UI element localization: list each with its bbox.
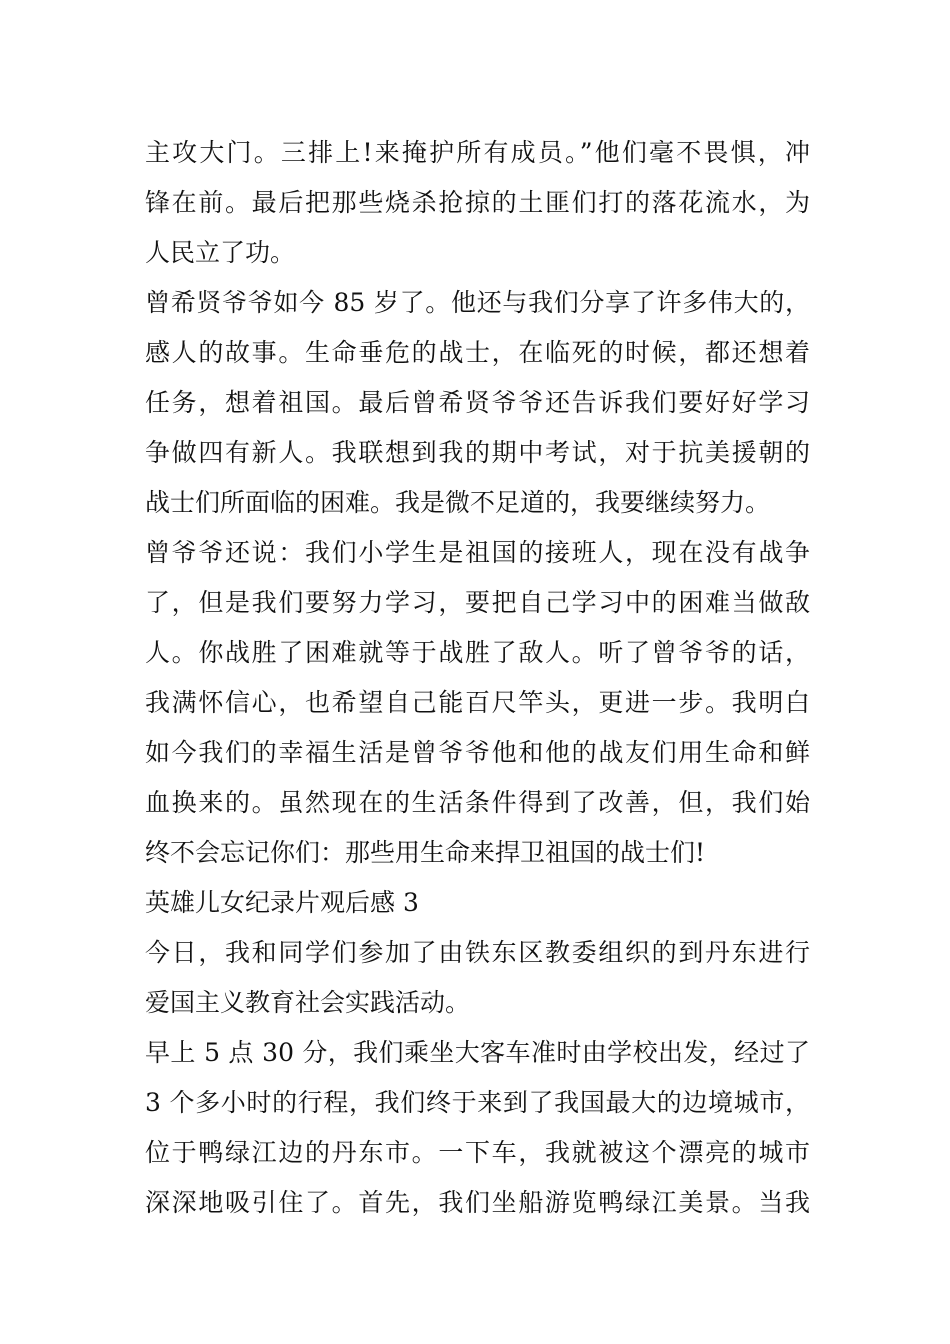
text-line: 感人的故事。生命垂危的战士，在临死的时候，都还想着	[145, 338, 810, 367]
text-line: 了，但是我们要努力学习，要把自己学习中的困难当做敌	[145, 588, 810, 617]
section-heading: 英雄儿女纪录片观后感 3	[145, 888, 419, 917]
text-line: 终不会忘记你们：那些用生命来捍卫祖国的战士们!	[145, 838, 706, 867]
text-line: 锋在前。最后把那些烧杀抢掠的土匪们打的落花流水，为	[145, 188, 810, 217]
text-line: 人。你战胜了困难就等于战胜了敌人。听了曾爷爷的话，	[145, 638, 810, 667]
document-body	[145, 128, 810, 1228]
text-line: 任务，想着祖国。最后曾希贤爷爷还告诉我们要好好学习	[145, 388, 810, 417]
text-line: 主攻大门。三排上!来掩护所有成员。”他们毫不畏惧，冲	[145, 138, 810, 167]
text-line: 位于鸭绿江边的丹东市。一下车，我就被这个漂亮的城市	[145, 1138, 810, 1167]
text-line: 血换来的。虽然现在的生活条件得到了改善，但，我们始	[145, 788, 810, 817]
text-line: 曾爷爷还说：我们小学生是祖国的接班人，现在没有战争	[145, 538, 810, 567]
text-line: 如今我们的幸福生活是曾爷爷他和他的战友们用生命和鲜	[145, 738, 810, 767]
text-line: 今日，我和同学们参加了由铁东区教委组织的到丹东进行	[145, 938, 810, 967]
text-line: 我满怀信心，也希望自己能百尺竿头，更进一步。我明白	[145, 688, 810, 717]
text-line: 争做四有新人。我联想到我的期中考试，对于抗美援朝的	[145, 438, 810, 467]
text-line: 爱国主义教育社会实践活动。	[145, 988, 471, 1017]
text-line: 战士们所面临的困难。我是微不足道的，我要继续努力。	[145, 488, 771, 517]
text-line: 深深地吸引住了。首先，我们坐船游览鸭绿江美景。当我	[145, 1188, 810, 1217]
text-line: 早上 5 点 30 分，我们乘坐大客车准时由学校出发，经过了	[145, 1038, 810, 1067]
text-line: 曾希贤爷爷如今 85 岁了。他还与我们分享了许多伟大的，	[145, 288, 810, 317]
text-line: 3 个多小时的行程，我们终于来到了我国最大的边境城市，	[145, 1088, 810, 1117]
text-line: 人民立了功。	[145, 238, 296, 267]
